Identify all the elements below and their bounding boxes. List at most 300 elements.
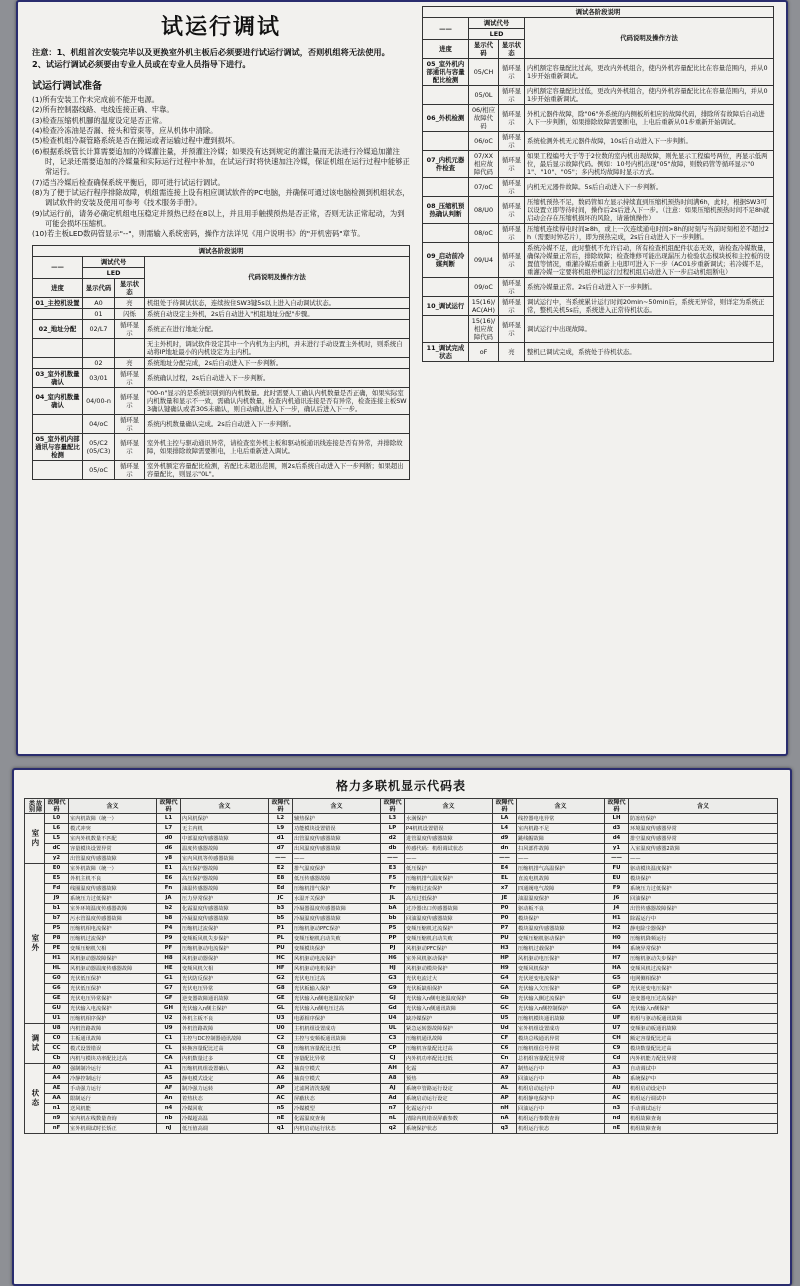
- table-row: [25, 974, 778, 984]
- code-cell: HP: [493, 954, 517, 964]
- right-hdr-dash: ——: [423, 18, 469, 40]
- code-cell: GE: [269, 994, 293, 1004]
- state-cell: 亮: [115, 357, 145, 368]
- code-cell: F9: [605, 884, 629, 894]
- code-cell: AU: [605, 1084, 629, 1094]
- state-cell: 闪烁: [115, 308, 145, 319]
- code-cell: U2: [157, 1014, 181, 1024]
- stage-cell: 05_室外机内部通讯与容量配比检测: [33, 433, 83, 460]
- code-cell: 15(16)/相应故障代码: [469, 316, 499, 343]
- meaning-cell: 光伏输入n侧通讯故障: [405, 1004, 493, 1014]
- table-row: [25, 864, 778, 874]
- meaning-cell: 室外机故障（统一）: [69, 864, 157, 874]
- meaning-cell: 变频压缩机驱动保护: [517, 934, 605, 944]
- top-page: [16, 0, 788, 756]
- code-cell: 05/oC: [83, 460, 115, 479]
- code-cell: y2: [45, 854, 69, 864]
- table-row: [25, 914, 778, 924]
- meaning-cell: 模块数量配比过高: [629, 1044, 778, 1054]
- table-row: [423, 86, 774, 105]
- meaning-cell: 缺冷媒保护: [405, 1014, 493, 1024]
- state-cell: 循环显示: [115, 319, 145, 338]
- top-right-column: [422, 6, 774, 362]
- desc-cell: 机组处于待调试状态，连续按住SW3键5s以上进入自动调试状态。: [145, 297, 410, 308]
- right-hdr-desc: 代码说明及操作方法: [525, 18, 774, 59]
- meaning-cell: 光伏输入n侧主保护: [181, 1004, 269, 1014]
- code-cell: b8: [157, 914, 181, 924]
- code-cell: d9: [493, 834, 517, 844]
- left-hdr-desc: 代码说明及操作方法: [145, 256, 410, 297]
- meaning-cell: 高压保护器故障: [181, 874, 269, 884]
- code-cell: [83, 338, 115, 357]
- table-row: [25, 1044, 778, 1054]
- meaning-cell: 进管温度传感器故障: [405, 834, 493, 844]
- meaning-cell: 光伏逆变电压保护: [629, 984, 778, 994]
- meaning-cell: 内机管路故障: [69, 1024, 157, 1034]
- meaning-cell: 冷媒超高温: [181, 1114, 269, 1124]
- table-row: [25, 894, 778, 904]
- meaning-cell: 内机与模块功率配比过高: [69, 1054, 157, 1064]
- meaning-cell: 冷凝器温度传感器故障: [293, 904, 381, 914]
- code-cell: LA: [493, 814, 517, 824]
- stage-cell: [423, 178, 469, 197]
- code-cell: J4: [605, 904, 629, 914]
- desc-cell: 压缩机预热不足，数码管如左显示持续直到压缩机预热时间满6h，此时，根据SW3可以设置立即等待时间，操作后2s后进入下一步。（注意：如果压缩机预热时间不足8h就启动会存在压缩机损坏的风险，请谨慎操作）: [525, 197, 774, 224]
- hdr-code-2: 故障代码: [157, 799, 181, 814]
- meaning-cell: 室外环境温度传感器故障: [69, 904, 157, 914]
- hdr-code-4: 故障代码: [381, 799, 405, 814]
- code-cell: HE: [157, 964, 181, 974]
- meaning-cell: 限制运行: [69, 1094, 157, 1104]
- code-cell: H2: [605, 924, 629, 934]
- code-cell: H6: [381, 954, 405, 964]
- code-cell: E1: [157, 864, 181, 874]
- meaning-cell: 变频压缩机启动失败: [405, 934, 493, 944]
- table-row: [25, 1014, 778, 1024]
- desc-cell: 压缩机连续得电时间≥8h，或上一次连续通电时间>8h的时刻与当前时刻相差不超过2h（需要时钟芯片），即为预热完成，2s后自动进入下一步判断。: [525, 224, 774, 243]
- meaning-cell: 电网侧相保护: [629, 974, 778, 984]
- table-row: [25, 884, 778, 894]
- meaning-cell: 水满保护: [405, 814, 493, 824]
- prep-item: (1)所有安装工作未完成前不能开电源。: [32, 94, 160, 104]
- right-hdr-showstate: 显示状态: [499, 40, 525, 59]
- code-cell: CH: [605, 1034, 629, 1044]
- code-cell: CJ: [381, 1054, 405, 1064]
- meaning-cell: 静电除尘器保护: [629, 924, 778, 934]
- code-cell: H0: [605, 934, 629, 944]
- code-cell: n3: [605, 1104, 629, 1114]
- meaning-cell: 排气温度保护: [293, 864, 381, 874]
- code-cell: 01: [83, 308, 115, 319]
- right-hdr-progress: 进度: [423, 40, 469, 59]
- meaning-cell: 送风机能: [69, 1104, 157, 1114]
- code-cell: G3: [381, 974, 405, 984]
- meaning-cell: 过冷器出口传感器故障: [405, 904, 493, 914]
- meaning-cell: 变频压缩机启动失败: [293, 934, 381, 944]
- code-cell: HA: [605, 964, 629, 974]
- code-table-wrap: [24, 776, 778, 1134]
- table-row: [25, 1124, 778, 1134]
- prep-title: 试运行调试准备: [32, 80, 102, 92]
- meaning-cell: 额定容量配比过高: [629, 1034, 778, 1044]
- code-cell: GA: [493, 984, 517, 994]
- desc-cell: 系统地址分配完成，2s后自动进入下一步判断。: [145, 357, 410, 368]
- desc-cell: 整机已调试完成，系统处于待机状态。: [525, 343, 774, 362]
- meaning-cell: 逆变器故障通讯故障: [181, 994, 269, 1004]
- code-cell: ——: [605, 854, 629, 864]
- meaning-cell: 压缩机容量配比过高: [405, 1044, 493, 1054]
- code-cell: 06/oC: [469, 132, 499, 151]
- right-table-title: 调试各阶段说明: [423, 7, 774, 18]
- code-cell: AC: [269, 1094, 293, 1104]
- table-row: [423, 278, 774, 297]
- meaning-cell: 线控器电电异常: [517, 814, 605, 824]
- code-cell: b3: [269, 904, 293, 914]
- state-cell: 循环显示: [499, 178, 525, 197]
- code-cell: Cd: [605, 1054, 629, 1064]
- hdr-mean-6: 含义: [629, 799, 778, 814]
- meaning-cell: 变频板风机失步保护: [181, 934, 269, 944]
- code-cell: PJ: [381, 944, 405, 954]
- stage-cell: [423, 86, 469, 105]
- state-cell: 循环显示: [499, 59, 525, 86]
- prep-item: (4)检查冷冻油是否漏、接头和管束等，应从机体中清除。: [32, 125, 218, 135]
- code-cell: PP: [381, 934, 405, 944]
- meaning-cell: 线圈温度传感器故障: [69, 884, 157, 894]
- code-cell: d1: [269, 834, 293, 844]
- meaning-cell: 静电模式设定: [181, 1074, 269, 1084]
- hdr-mean-5: 含义: [517, 799, 605, 814]
- state-cell: 循环显示: [499, 243, 525, 278]
- stage-cell: [423, 278, 469, 297]
- meaning-cell: 光伏输入电流保护: [69, 1004, 157, 1014]
- code-cell: nE: [605, 1124, 629, 1134]
- meaning-cell: 机组运行参数查询: [517, 1114, 605, 1124]
- meaning-cell: 跳线帽故障: [517, 834, 605, 844]
- meaning-cell: 出风温度传感器故障: [293, 844, 381, 854]
- code-cell: ——: [269, 854, 293, 864]
- meaning-cell: 抽真空模式: [293, 1064, 381, 1074]
- meaning-cell: 内外机功率配比过低: [405, 1054, 493, 1064]
- meaning-cell: 回油运行中: [517, 1104, 605, 1114]
- meaning-cell: 系统压力过低保护: [629, 884, 778, 894]
- code-cell: HL: [45, 964, 69, 974]
- code-cell: C3: [381, 1034, 405, 1044]
- meaning-cell: ——: [405, 854, 493, 864]
- meaning-cell: 回油运行中: [517, 1074, 605, 1084]
- meaning-cell: 压缩机机组设置确认: [181, 1064, 269, 1074]
- code-cell: L6: [45, 824, 69, 834]
- code-cell: n9: [45, 1114, 69, 1124]
- code-cell: Gd: [381, 1004, 405, 1014]
- code-cell: P0: [493, 914, 517, 924]
- meaning-cell: 压缩机通讯故障: [405, 1034, 493, 1044]
- meaning-cell: 变频风机过流保护: [629, 964, 778, 974]
- code-cell: GL: [269, 1004, 293, 1014]
- meaning-cell: 回油温度传感器故障: [405, 914, 493, 924]
- table-row: [25, 874, 778, 884]
- meaning-cell: 压缩机降频运行: [629, 934, 778, 944]
- code-cell: G7: [157, 984, 181, 994]
- table-row: [25, 1054, 778, 1064]
- meaning-cell: 电源相序保护: [293, 1014, 381, 1024]
- desc-cell: 如果工程编号大于等于2位数的室内机出现故障，则先显示工程编号两位，再显示低两位，最后显示故障代码。例如：10号内机出现"05"故障，则数码管等循环显示"01"、"10"、"05"；多内机均故障时显示方式。: [525, 151, 774, 178]
- left-table-title: 调试各阶段说明: [33, 245, 410, 256]
- meaning-cell: 回油保护: [629, 894, 778, 904]
- code-cell: GU: [45, 1004, 69, 1014]
- meaning-cell: 光伏电流过大: [405, 974, 493, 984]
- state-cell: 循环显示: [499, 105, 525, 132]
- meaning-cell: 除霜运行中: [629, 914, 778, 924]
- table-row: [25, 824, 778, 834]
- stage-cell: [33, 460, 83, 479]
- code-cell: H9: [493, 964, 517, 974]
- code-cell: PU: [269, 944, 293, 954]
- meaning-cell: 主控与DC控制器通讯故障: [181, 1034, 269, 1044]
- right-hdr-showcode: 显示代码: [469, 40, 499, 59]
- meaning-cell: 室内机故障（统一）: [69, 814, 157, 824]
- code-cell: H8: [157, 954, 181, 964]
- meaning-cell: 机组与驱动板通讯故障: [629, 1014, 778, 1024]
- code-cell: b1: [45, 904, 69, 914]
- desc-cell: 室外机主控与驱动通讯异常，请检查室外机主板和驱动板通讯线连接是否有异常，并排除故障，如果排除故障需要断电，上电后重新进入调试。: [145, 433, 410, 460]
- meaning-cell: 出管温度传感器故障: [293, 834, 381, 844]
- code-cell: d4: [605, 834, 629, 844]
- meaning-cell: 模式冲突: [69, 824, 157, 834]
- code-cell: JL: [381, 894, 405, 904]
- meaning-cell: 油温温度保护: [517, 894, 605, 904]
- desc-cell: 调试运行中出现故障。: [525, 316, 774, 343]
- desc-cell: 调试运行中，当系统累计运行时间20min~50min后，系统无异常，则详定为系统正常，整机关机5s后，系统进入正常待机状态。: [525, 297, 774, 316]
- desc-cell: 室外机额定容量配比检测，若配比未超出范围，则2s后系统自动进入下一步判断；如果超出容量配比，则显示"0L"。: [145, 460, 410, 479]
- meaning-cell: 机组运行调试中: [629, 1094, 778, 1104]
- code-cell: An: [157, 1094, 181, 1104]
- table-row: [423, 59, 774, 86]
- meaning-cell: 高压过低保护: [405, 894, 493, 904]
- meaning-cell: 内外机能力配比异常: [629, 1054, 778, 1064]
- meaning-cell: 光伏逆变电流保护: [517, 974, 605, 984]
- desc-cell: 系统检测外机无元器件故障，10s后自动进入下一步判断。: [525, 132, 774, 151]
- code-cell: n1: [45, 1104, 69, 1114]
- meaning-cell: 机组故障查询: [629, 1114, 778, 1124]
- meaning-cell: 系统启动运行设定: [405, 1094, 493, 1104]
- code-cell: CF: [493, 1034, 517, 1044]
- hdr-category: 故障类别: [25, 799, 45, 814]
- code-cell: 07/oC: [469, 178, 499, 197]
- code-cell: HC: [269, 954, 293, 964]
- table-row: [25, 904, 778, 914]
- code-cell: nb: [157, 1114, 181, 1124]
- code-cell: A4: [45, 1074, 69, 1084]
- code-cell: H1: [605, 914, 629, 924]
- meaning-cell: 室内风机等传感器故障: [181, 854, 269, 864]
- meaning-cell: 扫风部件故障: [517, 844, 605, 854]
- meaning-cell: 系统保护中: [629, 1074, 778, 1084]
- table-row: [25, 1114, 778, 1124]
- meaning-cell: 主控与变频板通讯故障: [293, 1034, 381, 1044]
- prep-item: (6)根据系统管长计算需要追加的冷媒灌注量，并预灌注冷媒；如果没有达到规定的灌注量而无法进行冷媒追加灌注时，记录还需要追加的冷媒量和实际运行过程中补加，在试运行时将快速加注冷媒，保证机组在运行过程中能够正常运行。: [32, 146, 410, 177]
- meaning-cell: 手动强力运行: [69, 1084, 157, 1094]
- table-row: [423, 178, 774, 197]
- code-cell: 08/oC: [469, 224, 499, 243]
- table-row: [33, 308, 410, 319]
- state-cell: 循环显示: [115, 414, 145, 433]
- code-cell: P4: [157, 924, 181, 934]
- stage-cell: 01_主控机设置: [33, 297, 83, 308]
- code-cell: 06/相应故障代码: [469, 105, 499, 132]
- meaning-cell: 室内机路不足: [517, 824, 605, 834]
- table-row: [25, 854, 778, 864]
- bottom-page: [12, 768, 792, 1286]
- stage-cell: 02_地址分配: [33, 319, 83, 338]
- code-cell: A0: [83, 297, 115, 308]
- code-cell: UF: [605, 1014, 629, 1024]
- code-cell: J6: [605, 894, 629, 904]
- left-hdr-code: 调试代号: [83, 256, 145, 267]
- code-cell: AH: [381, 1064, 405, 1074]
- meaning-cell: 压缩机驱动PFC保护: [293, 924, 381, 934]
- meaning-cell: 化霜运行中: [405, 1104, 493, 1114]
- meaning-cell: 光伏输入n侧控制保护: [517, 1004, 605, 1014]
- table-row: [33, 460, 410, 479]
- state-cell: 循环显示: [499, 297, 525, 316]
- code-cell: P5: [381, 924, 405, 934]
- code-cell: U7: [605, 1024, 629, 1034]
- hdr-mean-2: 含义: [181, 799, 269, 814]
- prep-item: (5)检查机组冷凝管路系统是否在搬运或者运输过程中遭到损坏。: [32, 136, 240, 146]
- meaning-cell: 手动调试运行: [629, 1104, 778, 1114]
- meaning-cell: 压缩机组信号异常: [517, 1044, 605, 1054]
- code-cell: q1: [269, 1124, 293, 1134]
- meaning-cell: 污水管温度传感器故障: [69, 914, 157, 924]
- code-cell: A6: [269, 1074, 293, 1084]
- stage-cell: [423, 224, 469, 243]
- stage-cell: [33, 357, 83, 368]
- table-row: [25, 844, 778, 854]
- meaning-cell: 压力异常保护: [181, 894, 269, 904]
- code-cell: JA: [157, 894, 181, 904]
- code-cell: J9: [45, 894, 69, 904]
- state-cell: 循环显示: [115, 460, 145, 479]
- code-cell: H3: [493, 944, 517, 954]
- state-cell: 亮: [115, 297, 145, 308]
- code-cell: C1: [157, 1034, 181, 1044]
- meaning-cell: 排空温度传感器异常: [629, 834, 778, 844]
- code-cell: AP: [493, 1094, 517, 1104]
- table-row: [33, 387, 410, 414]
- code-cell: nH: [493, 1104, 517, 1114]
- code-cell: PE: [45, 944, 69, 954]
- code-cell: d0: [157, 834, 181, 844]
- code-cell: H1: [45, 954, 69, 964]
- code-cell: C0: [45, 1034, 69, 1044]
- state-cell: 循环显示: [499, 86, 525, 105]
- meaning-cell: 压缩机驱动电流保护: [181, 944, 269, 954]
- meaning-cell: 低压传感器故障: [293, 874, 381, 884]
- category-indoor: 室内: [25, 814, 45, 864]
- code-table-header-row: [25, 799, 778, 814]
- code-cell: L5: [45, 834, 69, 844]
- meaning-cell: 室内机在线数量查询: [69, 1114, 157, 1124]
- left-stage-table-wrap: [32, 245, 410, 480]
- code-cell: E3: [381, 864, 405, 874]
- meaning-cell: 压缩机过流保护: [181, 924, 269, 934]
- meaning-cell: 外机主板不良: [181, 1014, 269, 1024]
- code-cell: G0: [45, 974, 69, 984]
- meaning-cell: 驱动模块温度保护: [629, 864, 778, 874]
- code-cell: A8: [381, 1074, 405, 1084]
- code-cell: P0: [493, 904, 517, 914]
- code-cell: AP: [269, 1084, 293, 1094]
- table-row: [25, 954, 778, 964]
- code-cell: AC: [605, 1094, 629, 1104]
- meaning-cell: ——: [517, 854, 605, 864]
- category-debug: 调试: [25, 1024, 45, 1064]
- category-outdoor: 室外: [25, 864, 45, 1024]
- code-cell: U8: [45, 1024, 69, 1034]
- hdr-mean-1: 含义: [69, 799, 157, 814]
- meaning-cell: 辅热保护: [293, 814, 381, 824]
- meaning-cell: 压缩机相序保护: [69, 1014, 157, 1024]
- meaning-cell: 着热状态: [181, 1094, 269, 1104]
- code-cell: AL: [493, 1084, 517, 1094]
- code-cell: 05/0L: [469, 86, 499, 105]
- code-cell: n5: [269, 1104, 293, 1114]
- code-cell: 08/U0: [469, 197, 499, 224]
- table-row: [25, 1064, 778, 1074]
- code-cell: Fr: [381, 884, 405, 894]
- code-cell: AF: [157, 1084, 181, 1094]
- meaning-cell: 屏蔽状态: [293, 1094, 381, 1104]
- meaning-cell: 化霜温度传感器故障: [181, 904, 269, 914]
- meaning-cell: 系统中管路运行设定: [405, 1084, 493, 1094]
- left-hdr-showstate: 显示状态: [115, 278, 145, 297]
- code-cell: U9: [157, 1024, 181, 1034]
- stage-cell: 04_室内机数量确认: [33, 387, 83, 414]
- state-cell: 循环显示: [499, 197, 525, 224]
- code-cell: L9: [269, 824, 293, 834]
- meaning-cell: 总机组容量配比异常: [517, 1054, 605, 1064]
- desc-cell: 系统自动设定主外机，2s后自动进入"机组地址分配"步骤。: [145, 308, 410, 319]
- code-cell: n4: [157, 1104, 181, 1114]
- meaning-cell: 光伏输入n侧电池温度保护: [405, 994, 493, 1004]
- table-row: [33, 297, 410, 308]
- note-1: 注意：1、机组首次安装完毕以及更换室外机主板后必须要进行试运行调试，否则机组将无法使用。: [32, 47, 390, 57]
- code-cell: U5: [493, 1014, 517, 1024]
- meaning-cell: 光伏输入n侧保护: [629, 1004, 778, 1014]
- code-cell: oF: [469, 343, 499, 362]
- code-cell: G4: [493, 974, 517, 984]
- code-cell: P1: [269, 924, 293, 934]
- meaning-cell: 压缩机排气保护: [293, 884, 381, 894]
- meaning-cell: 光伏电压过高: [293, 974, 381, 984]
- code-cell: GJ: [381, 994, 405, 1004]
- stage-cell: 05_室外机内部通讯与容量配比检测: [423, 59, 469, 86]
- meaning-cell: 室内外机数量不匹配: [69, 834, 157, 844]
- meaning-cell: 模块保护: [517, 914, 605, 924]
- meaning-cell: 模块总线通讯异常: [517, 1034, 605, 1044]
- meaning-cell: 变频模块保护: [293, 944, 381, 954]
- meaning-cell: 环境温度传感器异常: [629, 824, 778, 834]
- meaning-cell: P4机机设置错误: [405, 824, 493, 834]
- code-cell: PF: [157, 944, 181, 954]
- meaning-cell: 模块保护: [629, 874, 778, 884]
- meaning-cell: 风机驱动电机保护: [293, 964, 381, 974]
- meaning-cell: 抽真空模式: [293, 1074, 381, 1084]
- prep-item: (8)为了便于试运行程序排除故障，机组需连接上设有相应调试软件的PC电脑，并确保可通过该电脑检测到机组状态，调试软件的安装及使用可参考《技术服务手册》。: [32, 188, 410, 208]
- stage-cell: [33, 338, 83, 357]
- meaning-cell: 机组启动设定中: [629, 1084, 778, 1094]
